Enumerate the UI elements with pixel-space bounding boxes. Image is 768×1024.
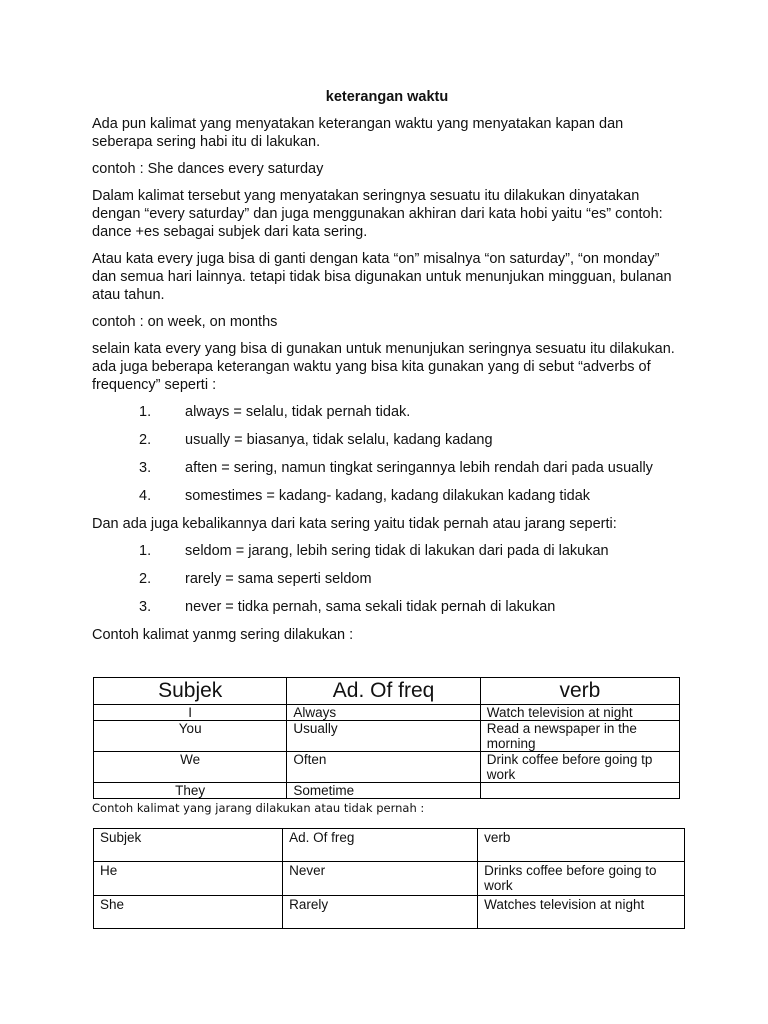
header-verb: verb — [480, 678, 679, 705]
cell-adverb: Always — [287, 705, 480, 721]
document-body — [92, 88, 682, 653]
list-item — [92, 598, 682, 616]
list-number: 3. — [139, 460, 152, 476]
list-item — [92, 487, 682, 505]
frequent-activities-table — [93, 677, 680, 799]
paragraph: Contoh kalimat yanmg sering dilakukan : — [92, 627, 354, 643]
table-row — [94, 862, 685, 896]
paragraph: contoh : on week, on months — [92, 314, 278, 330]
cell-adverb: Never — [283, 862, 478, 896]
table-caption: Contoh kalimat yang jarang dilakukan atau tidak pernah : — [92, 801, 425, 815]
paragraph: Ada pun kalimat yang menyatakan keterangan waktu yang menyatakan kapan dan seberapa sering habi itu di lakukan. — [92, 116, 624, 150]
list-number: 2. — [139, 571, 152, 587]
cell-subject: They — [94, 783, 287, 799]
cell-verb: Watches television at night — [478, 896, 685, 929]
list-text: somestimes = kadang- kadang, kadang dilakukan kadang tidak — [185, 488, 591, 504]
table-header-row — [94, 678, 680, 705]
header-subjek: Subjek — [94, 829, 283, 862]
rare-activities-table — [93, 828, 685, 929]
header-adverb: Ad. Of freq — [287, 678, 480, 705]
table-row — [94, 896, 685, 929]
list-item — [92, 570, 682, 588]
table-row — [94, 752, 680, 783]
list-number: 1. — [139, 404, 152, 420]
cell-verb: Drinks coffee before going to work — [478, 862, 685, 896]
cell-subject: I — [94, 705, 287, 721]
table-header-row — [94, 829, 685, 862]
cell-verb: Watch television at night — [480, 705, 679, 721]
list-text: seldom = jarang, lebih sering tidak di lakukan dari pada di lakukan — [185, 543, 609, 559]
paragraph: Atau kata every juga bisa di ganti dengan kata “on” misalnya “on saturday”, “on monday” dan semua hari lainnya. tetapi tidak bisa digunakan untuk menunjukan mingguan, bulanan atau tahun. — [92, 251, 672, 303]
header-verb: verb — [478, 829, 685, 862]
cell-subject: He — [94, 862, 283, 896]
page-title: keterangan waktu — [325, 89, 449, 105]
paragraph: Dalam kalimat tersebut yang menyatakan seringnya sesuatu itu dilakukan dinyatakan dengan “every saturday” dan juga menggunakan akhiran dari kata hobi yaitu “es” contoh: dance +es sebagai subjek dari kata sering. — [92, 188, 663, 240]
list-number: 3. — [139, 599, 152, 615]
cell-verb: Drink coffee before going tp work — [480, 752, 679, 783]
cell-subject: We — [94, 752, 287, 783]
cell-verb: Read a newspaper in the morning — [480, 721, 679, 752]
list-text: rarely = sama seperti seldom — [185, 571, 372, 587]
list-text: always = selalu, tidak pernah tidak. — [185, 404, 411, 420]
list-text: aften = sering, namun tingkat seringannya lebih rendah dari pada usually — [185, 460, 653, 476]
list-item — [92, 459, 682, 477]
table-row — [94, 705, 680, 721]
list-text: usually = biasanya, tidak selalu, kadang kadang — [185, 432, 493, 448]
paragraph: contoh : She dances every saturday — [92, 161, 324, 177]
list-item — [92, 431, 682, 449]
list-number: 1. — [139, 543, 152, 559]
cell-adverb: Usually — [287, 721, 480, 752]
paragraph: Dan ada juga kebalikannya dari kata sering yaitu tidak pernah atau jarang seperti: — [92, 516, 617, 532]
paragraph: selain kata every yang bisa di gunakan untuk menunjukan seringnya sesuatu itu dilakukan. ada juga beberapa keterangan waktu yang bisa kita gunakan yang di sebut “adverbs of frequency” seperti : — [92, 341, 675, 393]
list-number: 4. — [139, 488, 152, 504]
list-item — [92, 542, 682, 560]
cell-subject: You — [94, 721, 287, 752]
list-text: never = tidka pernah, sama sekali tidak pernah di lakukan — [185, 599, 556, 615]
list-item — [92, 403, 682, 421]
header-subjek: Subjek — [94, 678, 287, 705]
table-row — [94, 783, 680, 799]
cell-verb — [480, 783, 679, 799]
cell-adverb: Sometime — [287, 783, 480, 799]
cell-subject: She — [94, 896, 283, 929]
cell-adverb: Often — [287, 752, 480, 783]
cell-adverb: Rarely — [283, 896, 478, 929]
list-number: 2. — [139, 432, 152, 448]
header-adverb: Ad. Of freg — [283, 829, 478, 862]
table-row — [94, 721, 680, 752]
